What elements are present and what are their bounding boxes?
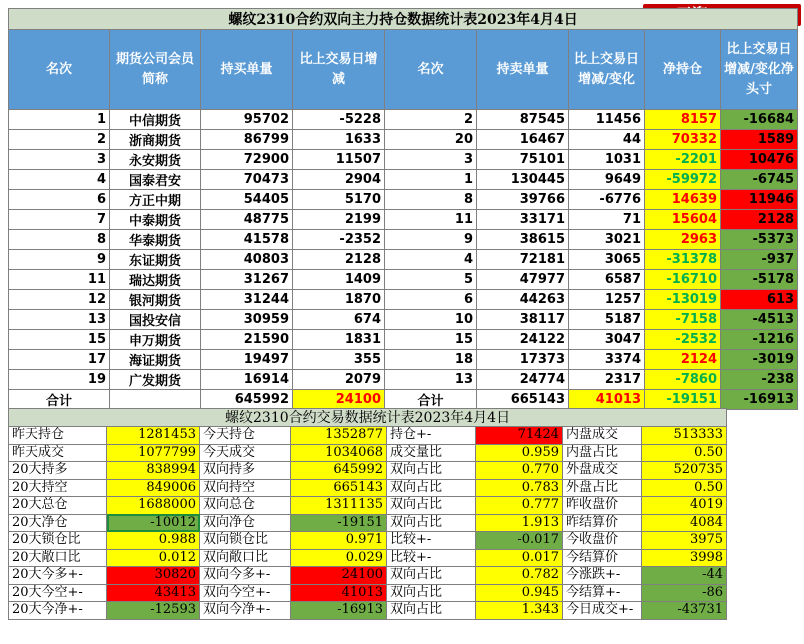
buy-change: 1870 bbox=[293, 290, 385, 310]
stat-label: 外盘成交 bbox=[563, 462, 642, 480]
buy-change: 5170 bbox=[293, 190, 385, 210]
stat-label: 双向净仓 bbox=[200, 514, 291, 532]
buy-volume: 16914 bbox=[201, 370, 293, 390]
company-name: 瑞达期货 bbox=[110, 270, 201, 290]
net-change: -16684 bbox=[721, 110, 798, 130]
stat-value: 838994 bbox=[107, 462, 200, 480]
stat-value: 0.50 bbox=[642, 444, 727, 462]
table-row bbox=[9, 370, 798, 390]
stat-value: -0.017 bbox=[476, 532, 563, 550]
table-row bbox=[9, 250, 798, 270]
total-label: 合计 bbox=[9, 390, 110, 410]
buy-volume: 70473 bbox=[201, 170, 293, 190]
table-row bbox=[9, 350, 798, 370]
net-change: 10476 bbox=[721, 150, 798, 170]
column-header: 比上交易日增减/变化 bbox=[569, 30, 645, 110]
sell-volume: 38117 bbox=[477, 310, 569, 330]
table-row bbox=[9, 170, 798, 190]
stat-label: 双向持空 bbox=[200, 479, 291, 497]
table-row bbox=[9, 514, 727, 532]
company-name: 永安期货 bbox=[110, 150, 201, 170]
total-buy: 645992 bbox=[201, 390, 293, 410]
buy-rank: 12 bbox=[9, 290, 110, 310]
total-row bbox=[9, 390, 798, 410]
stat-label: 双向占比 bbox=[387, 462, 476, 480]
buy-volume: 30959 bbox=[201, 310, 293, 330]
table-row bbox=[9, 567, 727, 585]
stat-label: 双向持多 bbox=[200, 462, 291, 480]
company-name: 申万期货 bbox=[110, 330, 201, 350]
stat-value: 43413 bbox=[107, 584, 200, 602]
sell-rank: 10 bbox=[385, 310, 477, 330]
stat-value: 1034068 bbox=[291, 444, 387, 462]
company-name: 东证期货 bbox=[110, 250, 201, 270]
stat-value: -16913 bbox=[291, 602, 387, 620]
stat-label: 内盘成交 bbox=[563, 427, 642, 445]
sell-volume: 130445 bbox=[477, 170, 569, 190]
sell-change: 2317 bbox=[569, 370, 645, 390]
sell-volume: 44263 bbox=[477, 290, 569, 310]
stat-label: 比较+- bbox=[387, 549, 476, 567]
stat-value: 1352877 bbox=[291, 427, 387, 445]
buy-rank: 7 bbox=[9, 210, 110, 230]
sell-change: 3065 bbox=[569, 250, 645, 270]
sell-volume: 47977 bbox=[477, 270, 569, 290]
stat-label: 今天持仓 bbox=[200, 427, 291, 445]
net-position: -7158 bbox=[645, 310, 721, 330]
stat-label: 双向今多+- bbox=[200, 567, 291, 585]
total-label: 合计 bbox=[385, 390, 477, 410]
stat-value: 513333 bbox=[642, 427, 727, 445]
stat-label: 20大净仓 bbox=[9, 514, 107, 532]
trade-stats-title: 螺纹2310合约交易数据统计表2023年4月4日 bbox=[9, 409, 727, 427]
net-change: -5178 bbox=[721, 270, 798, 290]
buy-rank: 13 bbox=[9, 310, 110, 330]
sell-change: -6776 bbox=[569, 190, 645, 210]
stat-label: 双向占比 bbox=[387, 479, 476, 497]
stat-value: 1688000 bbox=[107, 497, 200, 515]
stat-label: 双向敞口比 bbox=[200, 549, 291, 567]
net-position: -2532 bbox=[645, 330, 721, 350]
column-header: 比上交易日增减 bbox=[293, 30, 385, 110]
buy-change: 11507 bbox=[293, 150, 385, 170]
total-net: -19151 bbox=[645, 390, 721, 410]
stat-label: 今天成交 bbox=[200, 444, 291, 462]
company-name: 浙商期货 bbox=[110, 130, 201, 150]
stat-value: 0.783 bbox=[476, 479, 563, 497]
stat-label: 双向今空+- bbox=[200, 584, 291, 602]
sell-volume: 33171 bbox=[477, 210, 569, 230]
stat-value: 71424 bbox=[476, 427, 563, 445]
stat-label: 昨结算价 bbox=[563, 514, 642, 532]
sell-volume: 75101 bbox=[477, 150, 569, 170]
buy-change: 2904 bbox=[293, 170, 385, 190]
company-name: 中信期货 bbox=[110, 110, 201, 130]
stat-value: 0.777 bbox=[476, 497, 563, 515]
stat-value: 24100 bbox=[291, 567, 387, 585]
buy-volume: 41578 bbox=[201, 230, 293, 250]
stat-value: 0.945 bbox=[476, 584, 563, 602]
stat-label: 昨天成交 bbox=[9, 444, 107, 462]
table-row bbox=[9, 110, 798, 130]
buy-rank: 3 bbox=[9, 150, 110, 170]
stat-label: 今结算价 bbox=[563, 549, 642, 567]
stat-label: 20大总仓 bbox=[9, 497, 107, 515]
table-row bbox=[9, 532, 727, 550]
stat-label: 外盘占比 bbox=[563, 479, 642, 497]
table-row bbox=[9, 330, 798, 350]
table-row bbox=[9, 427, 727, 445]
stat-value: -12593 bbox=[107, 602, 200, 620]
stat-label: 20大敞口比 bbox=[9, 549, 107, 567]
table-row bbox=[9, 602, 727, 620]
stat-value: 0.770 bbox=[476, 462, 563, 480]
table-row bbox=[9, 290, 798, 310]
stat-value: 665143 bbox=[291, 479, 387, 497]
table-row bbox=[9, 230, 798, 250]
stat-label: 今收盘价 bbox=[563, 532, 642, 550]
buy-volume: 19497 bbox=[201, 350, 293, 370]
stat-label: 比较+- bbox=[387, 532, 476, 550]
total-sell-change: 41013 bbox=[569, 390, 645, 410]
sell-rank: 11 bbox=[385, 210, 477, 230]
table-row bbox=[9, 310, 798, 330]
net-change: 2128 bbox=[721, 210, 798, 230]
stat-label: 双向锁仓比 bbox=[200, 532, 291, 550]
company-name: 华泰期货 bbox=[110, 230, 201, 250]
table-row bbox=[9, 210, 798, 230]
total-buy-change: 24100 bbox=[293, 390, 385, 410]
sell-volume: 38615 bbox=[477, 230, 569, 250]
company-name: 国投安信 bbox=[110, 310, 201, 330]
column-header: 名次 bbox=[385, 30, 477, 110]
net-position: -7860 bbox=[645, 370, 721, 390]
buy-change: 1633 bbox=[293, 130, 385, 150]
sell-volume: 16467 bbox=[477, 130, 569, 150]
buy-change: 1831 bbox=[293, 330, 385, 350]
net-position: 8157 bbox=[645, 110, 721, 130]
net-change: -5373 bbox=[721, 230, 798, 250]
buy-volume: 40803 bbox=[201, 250, 293, 270]
stat-value: 4019 bbox=[642, 497, 727, 515]
buy-change: 674 bbox=[293, 310, 385, 330]
stat-value: 3975 bbox=[642, 532, 727, 550]
net-position: 2124 bbox=[645, 350, 721, 370]
table-row bbox=[9, 150, 798, 170]
sell-volume: 17373 bbox=[477, 350, 569, 370]
stat-label: 双向占比 bbox=[387, 514, 476, 532]
stat-label: 今涨跌+- bbox=[563, 567, 642, 585]
sell-rank: 2 bbox=[385, 110, 477, 130]
net-position: 15604 bbox=[645, 210, 721, 230]
stat-value: 0.959 bbox=[476, 444, 563, 462]
sell-rank: 20 bbox=[385, 130, 477, 150]
stat-value: 1311135 bbox=[291, 497, 387, 515]
stat-value: 0.988 bbox=[107, 532, 200, 550]
stat-value: 1281453 bbox=[107, 427, 200, 445]
sell-change: 9649 bbox=[569, 170, 645, 190]
sell-change: 3374 bbox=[569, 350, 645, 370]
net-position: 2963 bbox=[645, 230, 721, 250]
sell-volume: 39766 bbox=[477, 190, 569, 210]
sell-rank: 13 bbox=[385, 370, 477, 390]
stat-label: 双向总仓 bbox=[200, 497, 291, 515]
stat-value: 0.029 bbox=[291, 549, 387, 567]
table-row bbox=[9, 584, 727, 602]
sell-change: 3021 bbox=[569, 230, 645, 250]
table-row bbox=[9, 479, 727, 497]
buy-volume: 72900 bbox=[201, 150, 293, 170]
stat-value: -10012 bbox=[107, 514, 200, 532]
table-row bbox=[9, 270, 798, 290]
stat-label: 20大持多 bbox=[9, 462, 107, 480]
company-name: 广发期货 bbox=[110, 370, 201, 390]
stat-label: 持仓+- bbox=[387, 427, 476, 445]
buy-rank: 2 bbox=[9, 130, 110, 150]
stat-value: 849006 bbox=[107, 479, 200, 497]
sell-change: 1257 bbox=[569, 290, 645, 310]
stat-value: 645992 bbox=[291, 462, 387, 480]
stat-value: 0.50 bbox=[642, 479, 727, 497]
buy-change: -5228 bbox=[293, 110, 385, 130]
stat-label: 双向占比 bbox=[387, 567, 476, 585]
net-position: -13019 bbox=[645, 290, 721, 310]
stat-value: 0.782 bbox=[476, 567, 563, 585]
total-sell: 665143 bbox=[477, 390, 569, 410]
table-row bbox=[9, 497, 727, 515]
net-change: -937 bbox=[721, 250, 798, 270]
sell-rank: 6 bbox=[385, 290, 477, 310]
sell-change: 5187 bbox=[569, 310, 645, 330]
company-name: 方正中期 bbox=[110, 190, 201, 210]
net-change: -3019 bbox=[721, 350, 798, 370]
net-change: 613 bbox=[721, 290, 798, 310]
total-net-change: -16913 bbox=[721, 390, 798, 410]
stat-label: 20大持空 bbox=[9, 479, 107, 497]
table-row bbox=[9, 190, 798, 210]
sell-rank: 1 bbox=[385, 170, 477, 190]
stat-value: -86 bbox=[642, 584, 727, 602]
net-change: 11946 bbox=[721, 190, 798, 210]
stat-label: 双向占比 bbox=[387, 497, 476, 515]
sell-change: 3047 bbox=[569, 330, 645, 350]
sell-rank: 5 bbox=[385, 270, 477, 290]
sell-volume: 24774 bbox=[477, 370, 569, 390]
buy-change: 2199 bbox=[293, 210, 385, 230]
column-header: 名次 bbox=[9, 30, 110, 110]
company-name: 国泰君安 bbox=[110, 170, 201, 190]
position-table-title: 螺纹2310合约双向主力持仓数据统计表2023年4月4日 bbox=[9, 9, 798, 30]
buy-volume: 86799 bbox=[201, 130, 293, 150]
net-change: -4513 bbox=[721, 310, 798, 330]
company-name: 中泰期货 bbox=[110, 210, 201, 230]
buy-change: 1409 bbox=[293, 270, 385, 290]
net-change: -238 bbox=[721, 370, 798, 390]
buy-rank: 8 bbox=[9, 230, 110, 250]
net-position: 70332 bbox=[645, 130, 721, 150]
column-header: 期货公司会员简称 bbox=[110, 30, 201, 110]
stat-value: -44 bbox=[642, 567, 727, 585]
table-row bbox=[9, 130, 798, 150]
net-position: 14639 bbox=[645, 190, 721, 210]
sell-rank: 18 bbox=[385, 350, 477, 370]
buy-change: 2128 bbox=[293, 250, 385, 270]
trade-stats-table bbox=[8, 408, 727, 620]
buy-rank: 11 bbox=[9, 270, 110, 290]
net-change: -1216 bbox=[721, 330, 798, 350]
column-header: 净持仓 bbox=[645, 30, 721, 110]
position-table bbox=[8, 8, 798, 410]
buy-volume: 54405 bbox=[201, 190, 293, 210]
total-blank bbox=[110, 390, 201, 410]
buy-change: 355 bbox=[293, 350, 385, 370]
stat-value: 1077799 bbox=[107, 444, 200, 462]
stat-label: 内盘占比 bbox=[563, 444, 642, 462]
column-header: 比上交易日增减/变化净头寸 bbox=[721, 30, 798, 110]
sell-rank: 4 bbox=[385, 250, 477, 270]
sell-rank: 8 bbox=[385, 190, 477, 210]
stat-label: 双向今净+- bbox=[200, 602, 291, 620]
stat-value: -43731 bbox=[642, 602, 727, 620]
stat-value: 0.017 bbox=[476, 549, 563, 567]
company-name: 银河期货 bbox=[110, 290, 201, 310]
stat-value: -19151 bbox=[291, 514, 387, 532]
stat-label: 双向占比 bbox=[387, 584, 476, 602]
buy-volume: 21590 bbox=[201, 330, 293, 350]
sell-change: 11456 bbox=[569, 110, 645, 130]
buy-rank: 9 bbox=[9, 250, 110, 270]
company-name: 海证期货 bbox=[110, 350, 201, 370]
sell-rank: 9 bbox=[385, 230, 477, 250]
buy-volume: 31244 bbox=[201, 290, 293, 310]
buy-volume: 31267 bbox=[201, 270, 293, 290]
net-position: -59972 bbox=[645, 170, 721, 190]
net-change: -6745 bbox=[721, 170, 798, 190]
net-change: 1589 bbox=[721, 130, 798, 150]
buy-rank: 1 bbox=[9, 110, 110, 130]
net-position: -16710 bbox=[645, 270, 721, 290]
column-header: 持卖单量 bbox=[477, 30, 569, 110]
stat-label: 20大锁仓比 bbox=[9, 532, 107, 550]
column-header: 持买单量 bbox=[201, 30, 293, 110]
stat-value: 30820 bbox=[107, 567, 200, 585]
sell-change: 71 bbox=[569, 210, 645, 230]
sell-change: 44 bbox=[569, 130, 645, 150]
buy-volume: 48775 bbox=[201, 210, 293, 230]
sell-volume: 72181 bbox=[477, 250, 569, 270]
stat-value: 0.971 bbox=[291, 532, 387, 550]
buy-rank: 4 bbox=[9, 170, 110, 190]
stat-label: 20大今多+- bbox=[9, 567, 107, 585]
table-row bbox=[9, 462, 727, 480]
stat-label: 今结算+- bbox=[563, 584, 642, 602]
stat-label: 20大今空+- bbox=[9, 584, 107, 602]
stat-label: 20大今净+- bbox=[9, 602, 107, 620]
stat-value: 1.913 bbox=[476, 514, 563, 532]
buy-rank: 6 bbox=[9, 190, 110, 210]
net-position: -31378 bbox=[645, 250, 721, 270]
buy-volume: 95702 bbox=[201, 110, 293, 130]
buy-rank: 15 bbox=[9, 330, 110, 350]
stat-value: 41013 bbox=[291, 584, 387, 602]
buy-change: -2352 bbox=[293, 230, 385, 250]
sell-rank: 3 bbox=[385, 150, 477, 170]
table-row bbox=[9, 549, 727, 567]
stat-label: 昨收盘价 bbox=[563, 497, 642, 515]
stat-value: 1.343 bbox=[476, 602, 563, 620]
sell-rank: 15 bbox=[385, 330, 477, 350]
sell-volume: 24122 bbox=[477, 330, 569, 350]
stat-value: 4084 bbox=[642, 514, 727, 532]
sell-volume: 87545 bbox=[477, 110, 569, 130]
stat-label: 昨天持仓 bbox=[9, 427, 107, 445]
buy-rank: 19 bbox=[9, 370, 110, 390]
sell-change: 6587 bbox=[569, 270, 645, 290]
stat-label: 双向占比 bbox=[387, 602, 476, 620]
stat-label: 今日成交+- bbox=[563, 602, 642, 620]
sell-change: 1031 bbox=[569, 150, 645, 170]
stat-value: 3998 bbox=[642, 549, 727, 567]
buy-rank: 17 bbox=[9, 350, 110, 370]
stat-value: 0.012 bbox=[107, 549, 200, 567]
buy-change: 2079 bbox=[293, 370, 385, 390]
table-row bbox=[9, 444, 727, 462]
net-position: -2201 bbox=[645, 150, 721, 170]
stat-label: 成交量比 bbox=[387, 444, 476, 462]
stat-value: 520735 bbox=[642, 462, 727, 480]
